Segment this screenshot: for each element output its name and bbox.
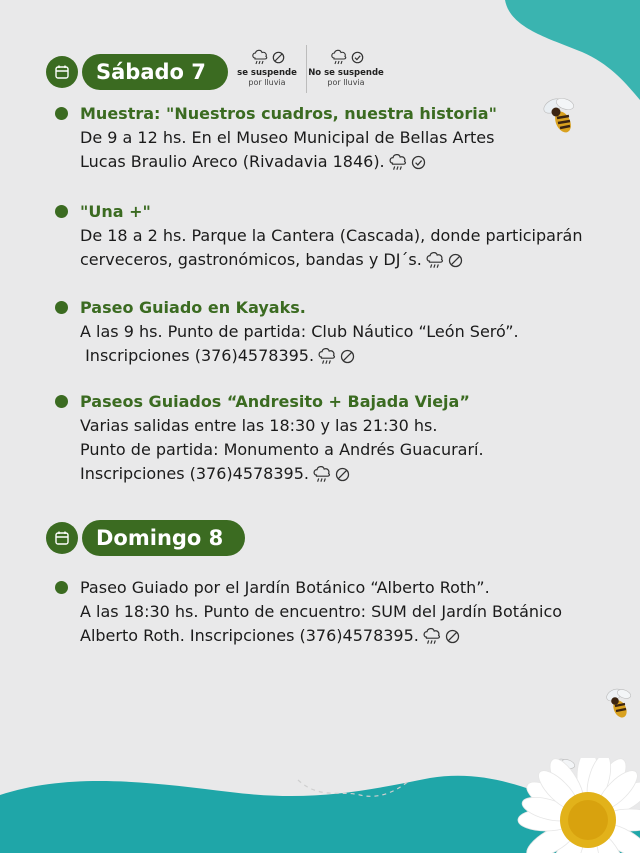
event-title: Muestra: "Nuestros cuadros, nuestra historia" — [80, 104, 497, 123]
prohibited-icon — [448, 253, 463, 268]
event-item — [55, 296, 615, 368]
bee-icon — [545, 755, 581, 793]
event-title: "Una +" — [80, 202, 151, 221]
event-line: De 9 a 12 hs. En el Museo Municipal de Bellas Artes — [80, 128, 495, 147]
event-line-with-icons — [80, 624, 615, 648]
prohibited-icon — [335, 467, 350, 482]
calendar-icon-circle — [46, 522, 78, 554]
calendar-icon — [54, 64, 70, 80]
event-line-text: cerveceros, gastronómicos, bandas y DJ´s. — [80, 250, 422, 269]
rain-cloud-icon — [421, 626, 443, 646]
event-line: A las 9 hs. Punto de partida: Club Náutico “León Seró”. — [80, 322, 519, 341]
check-circle-icon — [411, 155, 426, 170]
bullet — [55, 107, 68, 120]
rain-status-icons — [316, 346, 355, 366]
event-item — [55, 200, 615, 272]
event-line: Varias salidas entre las 18:30 y las 21:30 hs. — [80, 416, 438, 435]
prohibited-icon — [340, 349, 355, 364]
legend-title: se suspende — [237, 68, 297, 78]
day-header-sabado — [46, 54, 228, 90]
rain-cloud-icon — [329, 48, 349, 66]
event-line-text: Lucas Braulio Areco (Rivadavia 1846). — [80, 152, 385, 171]
event-line: A las 18:30 hs. Punto de encuentro: SUM del Jardín Botánico — [80, 602, 563, 621]
event-line-with-icons — [80, 344, 615, 368]
prohibited-icon — [445, 629, 460, 644]
rain-cloud-icon — [250, 48, 270, 66]
rain-status-icons — [311, 464, 350, 484]
bullet — [55, 301, 68, 314]
day-label: Domingo 8 — [82, 520, 245, 556]
legend-se-suspende — [236, 47, 298, 87]
legend-divider — [306, 45, 307, 93]
legend-no-se-suspende — [308, 47, 384, 87]
prohibited-icon — [272, 51, 285, 64]
event-line-text: Inscripciones (376)4578395. — [80, 346, 315, 365]
event-item — [55, 390, 615, 486]
rain-cloud-icon — [424, 250, 446, 270]
calendar-icon — [54, 530, 70, 546]
day-label: Sábado 7 — [82, 54, 228, 90]
day-header-domingo — [46, 520, 245, 556]
event-item — [55, 576, 615, 648]
rain-status-icons — [424, 250, 463, 270]
event-line-text: Inscripciones (376)4578395. — [80, 464, 309, 483]
bullet — [55, 205, 68, 218]
bullet — [55, 581, 68, 594]
event-line-with-icons — [80, 150, 615, 174]
bee-icon — [600, 685, 638, 725]
bullet — [55, 395, 68, 408]
daisy-flower-icon — [478, 758, 640, 853]
event-line-text: Alberto Roth. Inscripciones (376)4578395. — [80, 626, 419, 645]
rain-cloud-icon — [387, 152, 409, 172]
rain-cloud-icon — [316, 346, 338, 366]
rain-status-icons — [387, 152, 426, 172]
rain-status-icons — [421, 626, 460, 646]
event-line: Paseo Guiado por el Jardín Botánico “Alberto Roth”. — [80, 578, 490, 597]
event-title: Paseo Guiado en Kayaks. — [80, 298, 306, 317]
event-line-with-icons — [80, 248, 615, 272]
rain-cloud-icon — [311, 464, 333, 484]
legend-title: No se suspende — [308, 68, 384, 78]
calendar-icon-circle — [46, 56, 78, 88]
check-circle-icon — [351, 51, 364, 64]
event-line: De 18 a 2 hs. Parque la Cantera (Cascada), donde participarán — [80, 226, 583, 245]
legend-subtitle: por lluvia — [327, 78, 365, 87]
event-item — [55, 102, 615, 174]
rain-legend — [236, 47, 384, 93]
event-line-with-icons — [80, 462, 615, 486]
legend-subtitle: por lluvia — [248, 78, 286, 87]
event-title: Paseos Guiados “Andresito + Bajada Vieja” — [80, 392, 470, 411]
event-line: Punto de partida: Monumento a Andrés Guacurarí. — [80, 440, 484, 459]
